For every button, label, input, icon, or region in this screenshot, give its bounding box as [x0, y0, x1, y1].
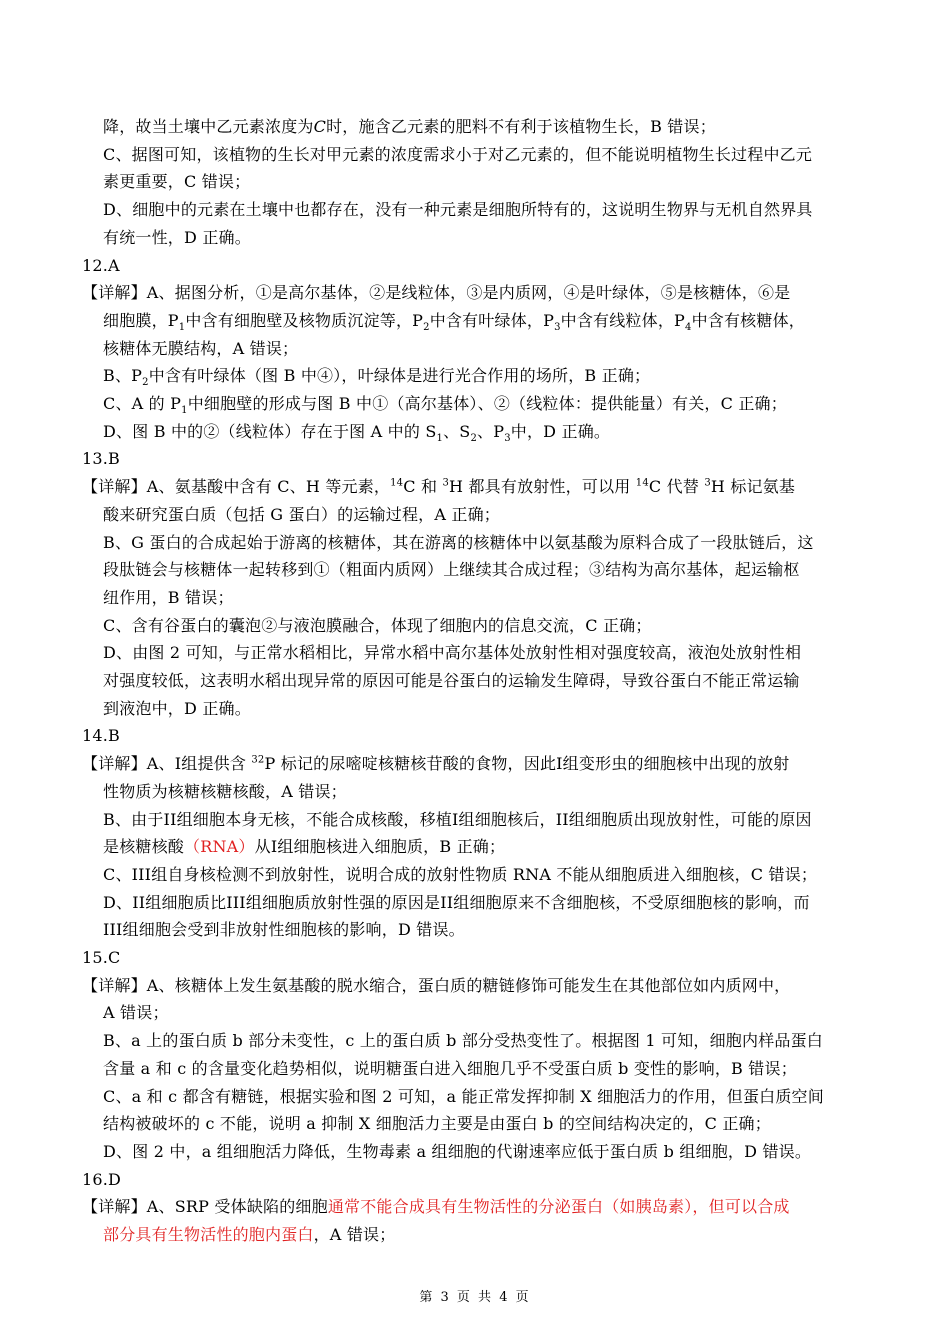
- text-run: D、细胞中的元素在土壤中也都存在，没有一种元素是细胞所特有的，这说明生物界与无机自然界具: [103, 200, 813, 220]
- text-run: 段肽链会与核糖体一起转移到①（粗面内质网）上继续其合成过程；③结构为高尔基体，起运输枢: [103, 560, 800, 580]
- text-line: [82, 976, 790, 996]
- subscript: 1: [181, 405, 188, 417]
- text-line: [103, 117, 716, 137]
- text-run: D、由图 2 可知，与正常水稻相比，异常水稻中高尔基体处放射性相对强度较高，液泡处放射性相: [103, 643, 802, 663]
- text-run: B、由于II组细胞本身无核，不能合成核酸，移植I组细胞核后，II组细胞质出现放射性，可能的原因: [103, 809, 812, 829]
- text-line: [103, 200, 813, 220]
- text-line: [103, 1114, 771, 1134]
- text-run: D、II组细胞质比III组细胞质放射性强的原因是II组细胞原来不含细胞核，不受原细胞核的影响，而: [103, 892, 810, 912]
- text-run: D、图 B 中的②（线粒体）存在于图 A 中的 S: [103, 421, 437, 441]
- text-run: B、P: [103, 366, 143, 386]
- text-line: [103, 1225, 395, 1245]
- text-run: A 错误；: [103, 1003, 169, 1023]
- text-line: [103, 505, 500, 525]
- text-line: [103, 671, 800, 691]
- text-line: [103, 533, 814, 553]
- text-run: 13.B: [82, 449, 121, 469]
- text-run: 性物质为核糖核糖核酸，A 错误；: [103, 781, 347, 801]
- text-run: 纽作用，B 错误；: [103, 587, 234, 607]
- text-run: C 和: [403, 477, 443, 497]
- text-run: III组细胞会受到非放射性细胞核的影响，D 错误。: [103, 920, 465, 940]
- text-line: [103, 1142, 811, 1162]
- question-number: [82, 1170, 121, 1190]
- text-line: [103, 837, 505, 857]
- text-run: 酸来研究蛋白质（包括 G 蛋白）的运输过程，A 正确；: [103, 504, 500, 524]
- text-line: [103, 228, 251, 248]
- text-run: 14.B: [82, 726, 121, 746]
- text-line: [103, 810, 812, 830]
- subscript: 1: [178, 322, 186, 334]
- text-line: [103, 172, 250, 192]
- text-run: 时，施含乙元素的肥料不有利于该植物生长，B 错误；: [326, 117, 716, 136]
- superscript: 14: [390, 477, 404, 489]
- subscript: 2: [423, 322, 430, 334]
- text-run: 中含有核糖体，: [691, 310, 805, 330]
- text-run: 结构被破坏的 c 不能，说明 a 抑制 X 细胞活力主要是由蛋白 b 的空间结构决定的，C 正确；: [103, 1114, 771, 1134]
- subscript: 4: [685, 322, 692, 334]
- text-run: C、含有谷蛋白的囊泡②与液泡膜融合，体现了细胞内的信息交流，C 正确；: [103, 615, 652, 635]
- question-number: [82, 256, 120, 276]
- question-number: [82, 449, 120, 469]
- text-run: 素更重要，C 错误；: [103, 172, 251, 192]
- text-run: 细胞膜，P: [103, 310, 179, 330]
- text-run: 【详解】A、I组提供含: [82, 754, 252, 774]
- text-line: [103, 643, 801, 663]
- text-run: 有统一性，D 正确。: [103, 227, 251, 247]
- text-line: [103, 145, 812, 165]
- superscript: 32: [251, 754, 265, 766]
- text-line: [103, 422, 610, 442]
- subscript: 3: [554, 322, 561, 334]
- text-run: 中含有叶绿体（图 B 中④），叶绿体是进行光合作用的场所，B 正确；: [148, 366, 651, 386]
- text-line: [103, 865, 817, 885]
- text-run: 中，D 正确。: [510, 421, 611, 441]
- superscript: 14: [635, 477, 649, 489]
- superscript: 3: [442, 477, 450, 489]
- text-run: 、P: [477, 421, 505, 441]
- text-run: 【详解】A、SRP 受体缺陷的细胞: [82, 1197, 328, 1217]
- text-line: [82, 283, 790, 303]
- text-line: [103, 310, 805, 334]
- text-run: C、III组自身核检测不到放射性，说明合成的放射性物质 RNA 不能从细胞质进入细胞核，C 错误；: [103, 864, 818, 884]
- text-run: 中含有细胞壁及核物质沉淀等，P: [185, 310, 424, 330]
- text-line: [103, 339, 298, 359]
- text-run: C 代替: [648, 477, 705, 497]
- text-line: [103, 1003, 169, 1023]
- text-run: 是核糖核酸: [103, 837, 185, 857]
- text-line: [82, 477, 795, 497]
- subscript: 2: [142, 377, 149, 389]
- text-run: 15.C: [82, 948, 121, 967]
- text-run: 、S: [443, 421, 471, 441]
- text-run: 到液泡中，D 正确。: [103, 698, 251, 718]
- text-run: 中含有叶绿体，P: [429, 310, 555, 330]
- text-run: 核糖体无膜结构，A 错误；: [103, 338, 299, 358]
- text-line: [103, 366, 651, 389]
- highlighted-text: 通常不能合成具有生物活性的分泌蛋白（如胰岛素），但可以合成: [327, 1197, 790, 1217]
- text-run: 【详解】A、据图分析，①是高尔基体，②是线粒体，③是内质网，④是叶绿体，⑤是核糖体，⑥是: [82, 283, 791, 303]
- text-line: [103, 560, 800, 580]
- highlighted-text: 部分具有生物活性的胞内蛋白: [103, 1225, 314, 1244]
- text-line: [103, 699, 251, 719]
- text-run: H 标记氨基: [710, 477, 796, 497]
- text-run: 中含有线粒体，P: [560, 310, 685, 330]
- text-run: 对强度较低，这表明水稻出现异常的原因可能是谷蛋白的运输发生障碍，导致谷蛋白不能正常运输: [103, 671, 800, 690]
- text-run: P 标记的尿嘧啶核糖核苷酸的食物，因此I组变形虫的细胞核中出现的放射: [264, 754, 790, 774]
- highlighted-text: （RNA）: [184, 837, 255, 857]
- text-run: B、a 上的蛋白质 b 部分未变性，c 上的蛋白质 b 部分受热变性了。根据图 1 可知，细胞内样品蛋白: [103, 1031, 824, 1051]
- text-run: 中细胞壁的形成与图 B 中①（高尔基体）、②（线粒体：提供能量）有关，C 正确；: [187, 394, 787, 413]
- text-run: 【详解】A、氨基酸中含有 C、H 等元素，: [82, 477, 391, 497]
- text-line: [82, 754, 789, 774]
- text-line: [103, 1031, 823, 1051]
- text-line: [103, 588, 234, 608]
- question-number: [82, 726, 120, 746]
- text-line: [103, 782, 347, 802]
- text-run: 12.A: [82, 255, 120, 275]
- text-run: ，A 错误；: [313, 1225, 396, 1244]
- text-line: [103, 920, 465, 940]
- text-run: C、A 的 P: [103, 394, 182, 413]
- text-run: D、图 2 中，a 组细胞活力降低，生物毒素 a 组细胞的代谢速率应低于蛋白质 b 组细胞，D 错误。: [103, 1141, 812, 1161]
- page-footer: 第 3 页 共 4 页: [419, 1290, 531, 1305]
- text-line: [103, 1059, 797, 1079]
- text-run: 含量 a 和 c 的含量变化趋势相似，说明糖蛋白进入细胞几乎不受蛋白质 b 变性的影响，B 错误；: [103, 1058, 797, 1078]
- text-run: 【详解】A、核糖体上发生氨基酸的脱水缩合，蛋白质的糖链修饰可能发生在其他部位如内质网中，: [82, 975, 791, 995]
- text-run: C、a 和 c 都含有糖链，根据实验和图 2 可知，a 能正常发挥抑制 X 细胞活力的作用，但蛋白质空间: [103, 1086, 824, 1106]
- text-line: [82, 1197, 790, 1217]
- text-line: [103, 1087, 824, 1107]
- subscript: 2: [470, 432, 478, 444]
- text-run: 16.D: [82, 1169, 122, 1189]
- text-run: 降，故当土壤中乙元素浓度为: [103, 117, 314, 136]
- text-line: [103, 394, 787, 417]
- subscript: 3: [504, 432, 511, 444]
- text-line: [103, 616, 652, 636]
- text-run: C、据图可知，该植物的生长对甲元素的浓度需求小于对乙元素的，但不能说明植物生长过程中乙元: [103, 144, 813, 164]
- text-run: H 都具有放射性，可以用: [449, 477, 636, 497]
- superscript: 3: [704, 477, 711, 489]
- text-run: C: [313, 117, 327, 136]
- text-run: 从I组细胞核进入细胞质，B 正确；: [254, 837, 506, 857]
- question-number: [82, 948, 121, 968]
- text-run: B、G 蛋白的合成起始于游离的核糖体，其在游离的核糖体中以氨基酸为原料合成了一段肽链后，这: [103, 532, 814, 552]
- subscript: 1: [436, 432, 444, 444]
- text-line: [103, 893, 810, 913]
